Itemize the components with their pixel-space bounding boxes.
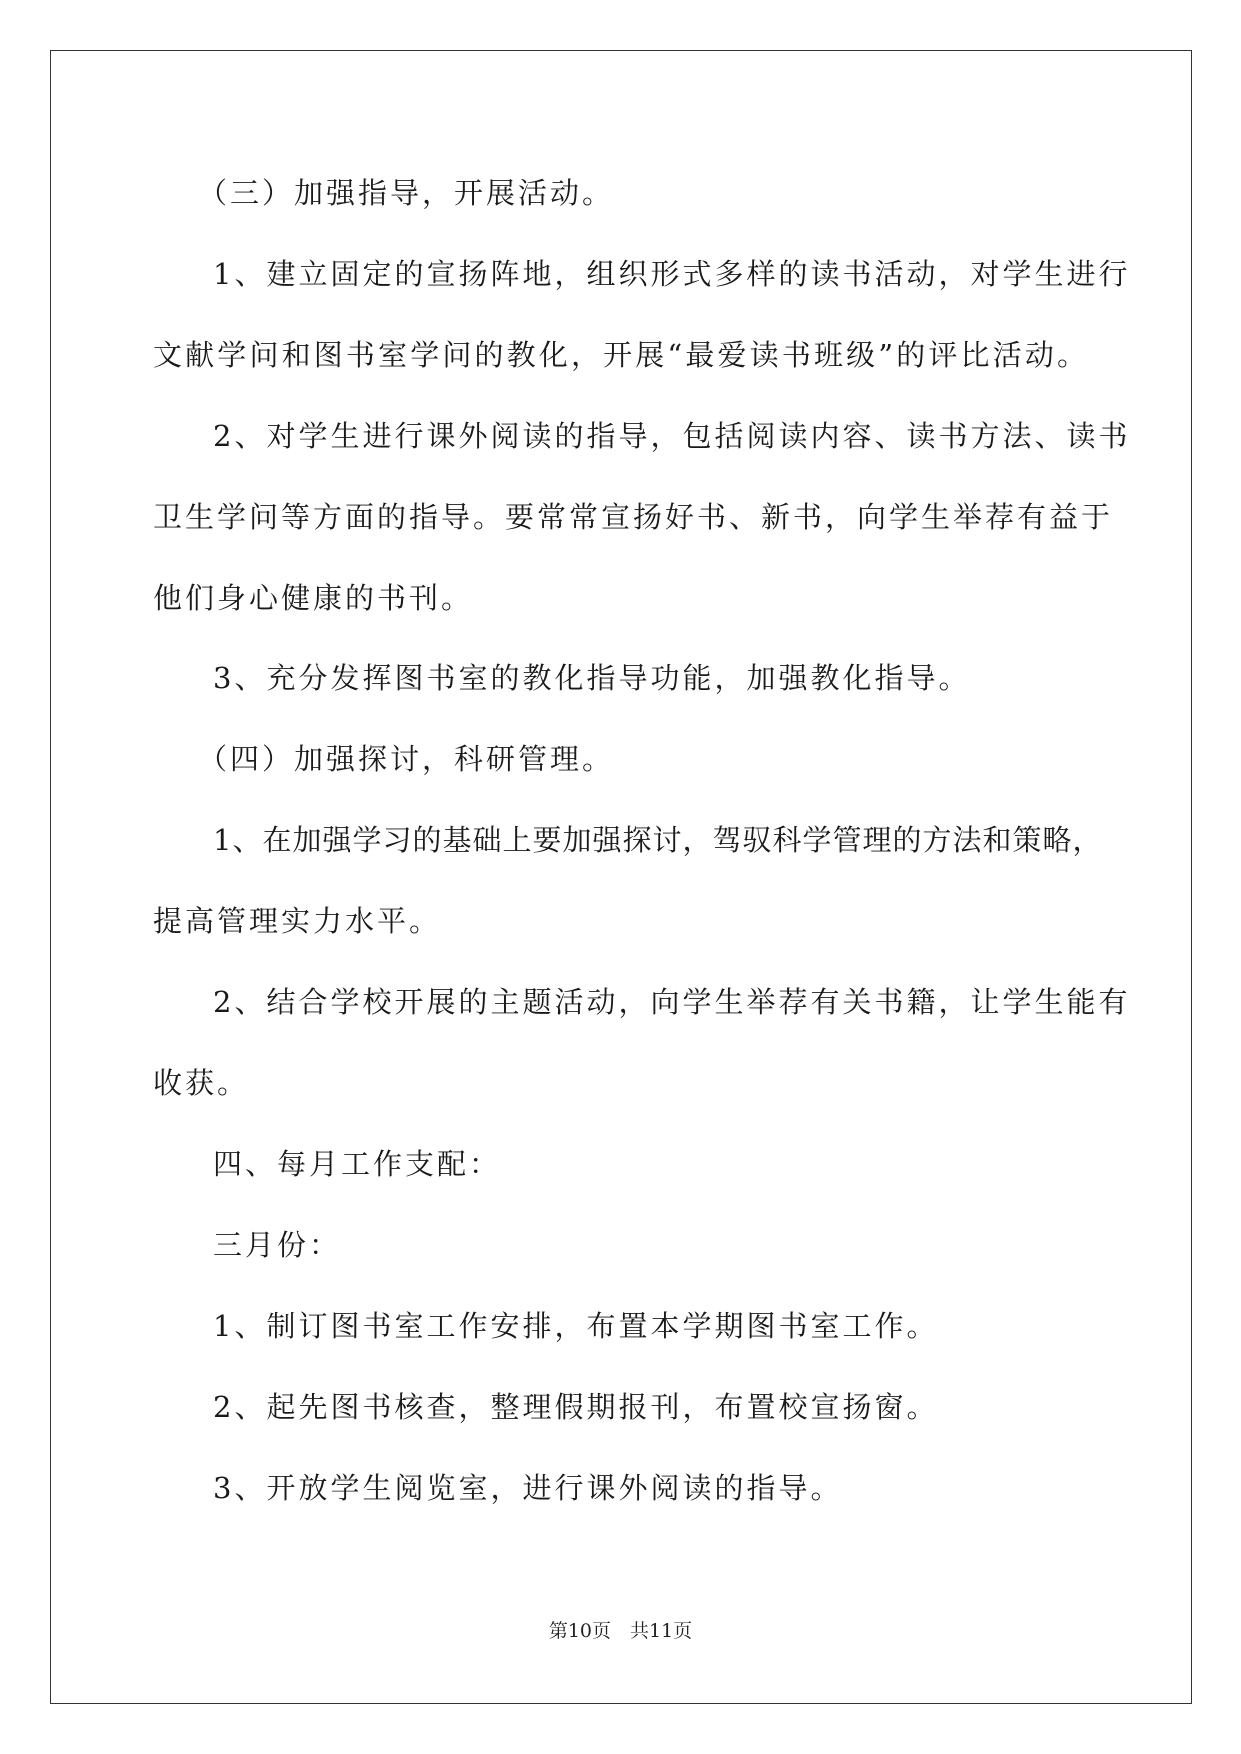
paragraph-line: 他们身心健康的书刊。 — [153, 581, 474, 615]
paragraph-line: 1、在加强学习的基础上要加强探讨，驾驭科学管理的方法和策略， — [213, 823, 1103, 857]
section-heading-monthly: 四、每月工作支配： — [213, 1147, 502, 1181]
section-heading-3: （三）加强指导，开展活动。 — [198, 176, 615, 210]
paragraph-line: 2、结合学校开展的主题活动，向学生举荐有关书籍，让学生能有 — [213, 985, 1131, 1019]
list-item: 1、制订图书室工作安排，布置本学期图书室工作。 — [213, 1309, 939, 1343]
paragraph-line: 3、充分发挥图书室的教化指导功能，加强教化指导。 — [213, 661, 971, 695]
paragraph-line: 2、对学生进行课外阅读的指导，包括阅读内容、读书方法、读书 — [213, 419, 1131, 453]
paragraph-line: 1、建立固定的宣扬阵地，组织形式多样的读书活动，对学生进行 — [213, 257, 1131, 291]
list-item: 3、开放学生阅览室，进行课外阅读的指导。 — [213, 1471, 843, 1505]
paragraph-line: 文献学问和图书室学问的教化，开展“最爱读书班级”的评比活动。 — [153, 338, 1089, 372]
list-item: 2、起先图书核查，整理假期报刊，布置校宣扬窗。 — [213, 1390, 939, 1424]
month-heading: 三月份： — [213, 1228, 342, 1262]
paragraph-line: 卫生学问等方面的指导。要常常宣扬好书、新书，向学生举荐有益于 — [153, 500, 1114, 534]
section-heading-4: （四）加强探讨，科研管理。 — [198, 742, 615, 776]
paragraph-line: 收获。 — [153, 1066, 250, 1100]
page-number: 第10页 共11页 — [548, 1620, 693, 1642]
page-border — [50, 50, 1192, 1704]
paragraph-line: 提高管理实力水平。 — [153, 904, 442, 938]
